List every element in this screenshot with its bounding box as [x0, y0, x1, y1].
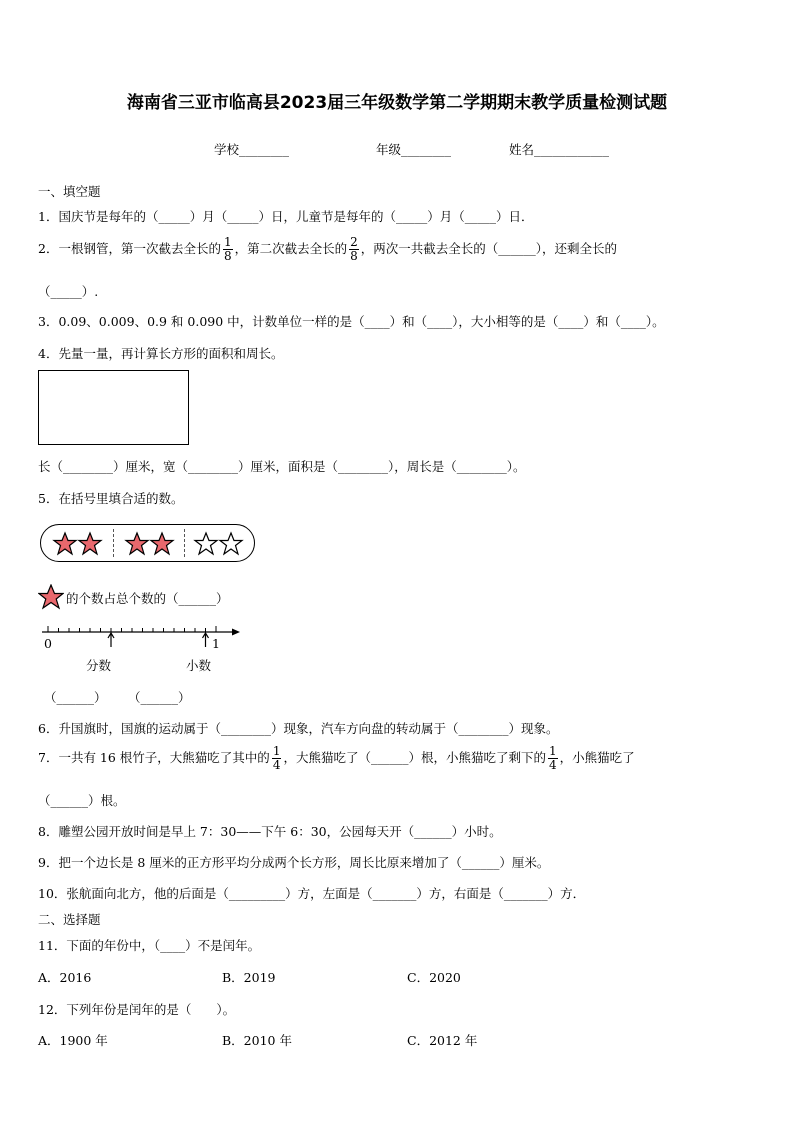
- star-group-box: [40, 524, 255, 562]
- page-title: 海南省三亚市临高县2023届三年级数学第二学期期末教学质量检测试题: [126, 93, 668, 113]
- q12-option-a[interactable]: A．1900 年: [38, 1033, 108, 1048]
- q12-option-c[interactable]: C．2012 年: [407, 1033, 478, 1048]
- fraction-1-8: $\frac{1}{8}$: [223, 235, 232, 263]
- section-fill-blank: 一、填空题: [38, 184, 101, 199]
- empty-star-icon: [195, 533, 217, 554]
- filled-star-icon: [54, 533, 76, 554]
- question-10: 10．张航面向北方，他的后面是（_________）方，左面是（_______）方，右面是（_______）方．: [38, 886, 586, 901]
- school-field: 学校________: [214, 142, 290, 157]
- q2-text-c: ，两次一共截去全长的（______），还剩全长的: [360, 241, 618, 256]
- q7-continued: （______）根。: [38, 793, 126, 808]
- grade-field: 年级________: [376, 142, 452, 157]
- question-11: 11．下面的年份中，（____）不是闰年。: [38, 938, 261, 953]
- section-multiple-choice: 二、选择题: [38, 912, 101, 927]
- fraction-arrow-icon: [108, 633, 114, 647]
- q11-option-a[interactable]: A．2016: [38, 970, 92, 985]
- q11-option-c[interactable]: C．2020: [407, 970, 461, 985]
- question-6: 6．升国旗时，国旗的运动属于（________）现象，汽车方向盘的转动属于（________）现象。: [38, 721, 559, 736]
- q2-continued: （_____）.: [38, 284, 99, 299]
- q7-text-a: 7．一共有 16 根竹子，大熊猫吃了其中的: [38, 750, 270, 765]
- question-1: 1．国庆节是每年的（_____）月（_____）日，儿童节是每年的（_____）月（_____）日．: [38, 209, 534, 224]
- number-line-zero: 0: [44, 636, 52, 651]
- fraction-1-4: $\frac{1}{4}$: [272, 744, 281, 772]
- star-proportion-question: 的个数占总个数的（______）: [66, 591, 229, 606]
- name-field: 姓名____________: [509, 142, 610, 157]
- filled-star-icon: [38, 584, 64, 610]
- q7-text-c: ，小熊猫吃了: [559, 750, 635, 765]
- label-fraction: 分数: [86, 658, 112, 673]
- question-7: [38, 745, 635, 772]
- question-2: [38, 236, 617, 263]
- question-3: 3．0.09、0.009、0.9 和 0.090 中，计数单位一样的是（____）和（____），大小相等的是（____）和（____）。: [38, 314, 665, 329]
- stars-svg: [40, 524, 255, 562]
- blank-fraction-answer: （______）: [44, 690, 107, 705]
- filled-star-icon: [126, 533, 148, 554]
- question-4-answer: 长（________）厘米，宽（________）厘米，面积是（________），周长是（________）。: [38, 459, 526, 474]
- q2-text-a: 2．一根钢管，第一次截去全长的: [38, 241, 221, 256]
- empty-star-icon: [220, 533, 242, 554]
- q11-option-b[interactable]: B．2019: [222, 970, 276, 985]
- question-12: 12．下列年份是闰年的是（ ）。: [38, 1002, 236, 1017]
- fraction-1-4: $\frac{1}{4}$: [548, 744, 557, 772]
- label-decimal: 小数: [186, 658, 212, 673]
- filled-star-icon: [79, 533, 101, 554]
- filled-star-icon: [151, 533, 173, 554]
- fraction-2-8: $\frac{2}{8}$: [350, 235, 358, 263]
- q7-text-b: ，大熊猫吃了（______）根，小熊猫吃了剩下的: [283, 750, 546, 765]
- question-4: 4．先量一量，再计算长方形的面积和周长。: [38, 346, 284, 361]
- blank-decimal-answer: （______）: [128, 690, 191, 705]
- question-8: 8．雕塑公园开放时间是早上 7：30——下午 6：30，公园每天开（______）小时。: [38, 824, 502, 839]
- number-line-one: 1: [212, 636, 220, 651]
- question-9: 9．把一个边长是 8 厘米的正方形平均分成两个长方形，周长比原来增加了（______）厘米。: [38, 855, 550, 870]
- q2-text-b: ，第二次截去全长的: [234, 241, 348, 256]
- rectangle-figure: [38, 370, 189, 445]
- q12-option-b[interactable]: B．2010 年: [222, 1033, 292, 1048]
- question-5: 5．在括号里填合适的数。: [38, 491, 184, 506]
- decimal-arrow-icon: [203, 633, 209, 647]
